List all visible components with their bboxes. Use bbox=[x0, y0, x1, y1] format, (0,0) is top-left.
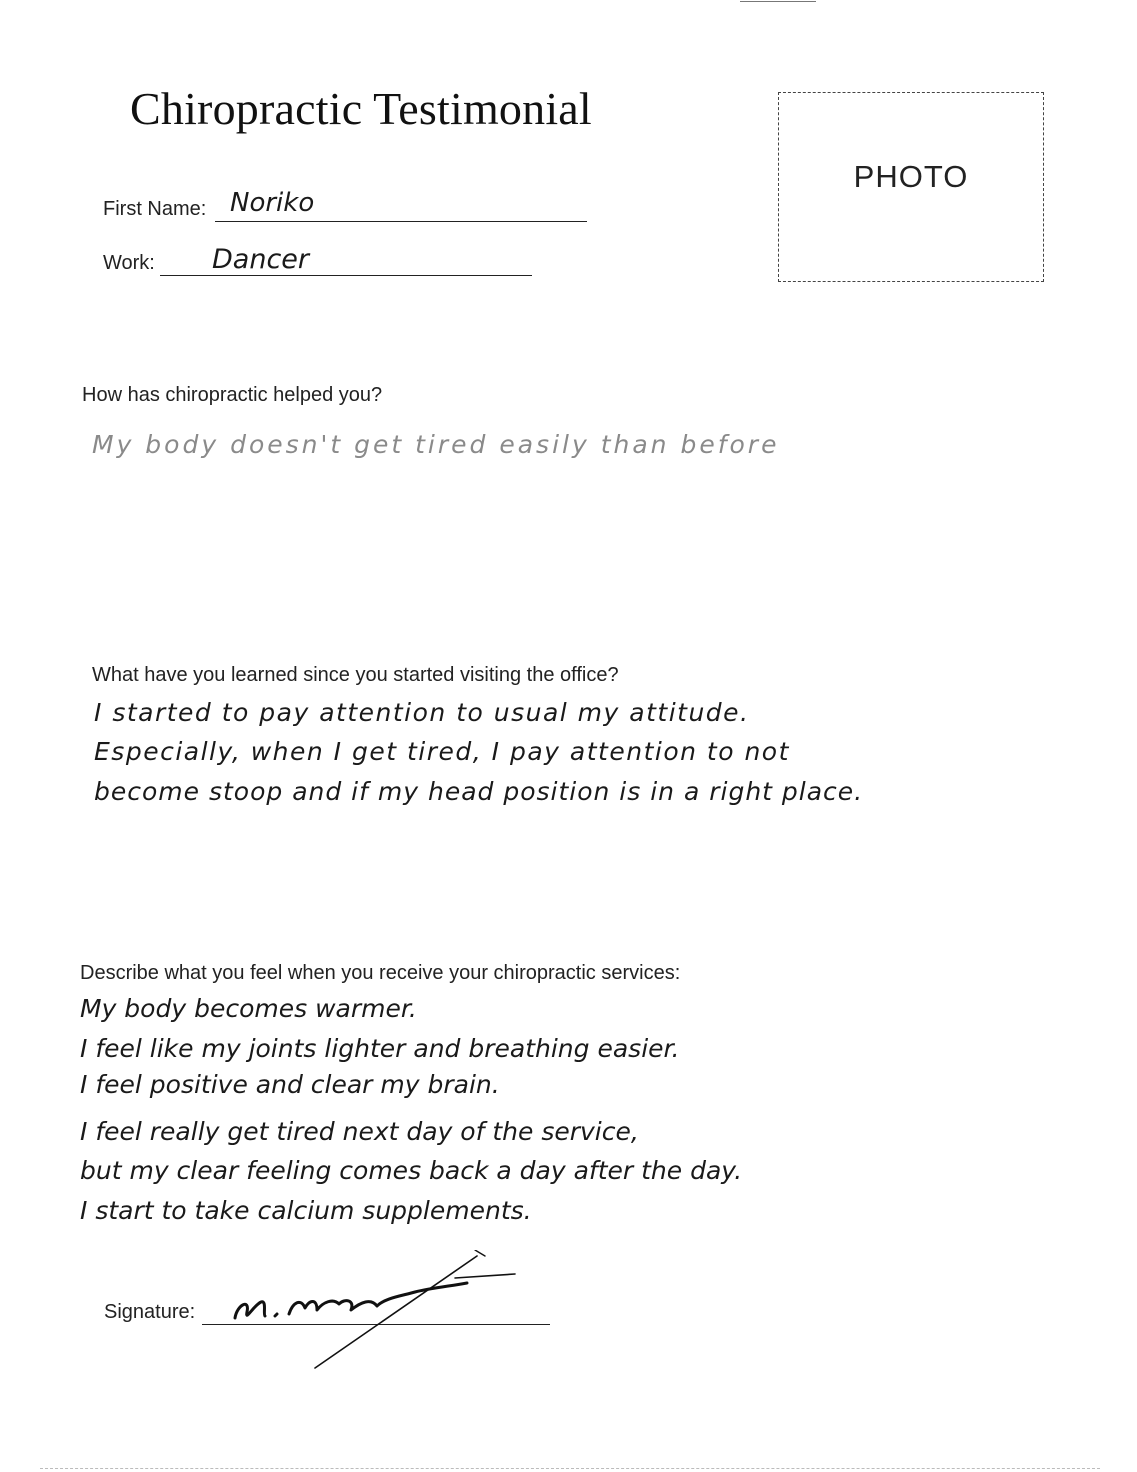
form-title: Chiropractic Testimonial bbox=[130, 83, 592, 134]
question-3-answer-line-5: but my clear feeling comes back a day after the day. bbox=[80, 1156, 743, 1185]
signature-handwritten: M. Nanako bbox=[245, 1330, 251, 1331]
work-label: Work: bbox=[103, 252, 155, 274]
question-3-answer-line-1: My body becomes warmer. bbox=[80, 994, 417, 1023]
photo-label: PHOTO bbox=[853, 159, 969, 194]
question-2-answer-line-2: Especially, when I get tired, I pay attention to not bbox=[94, 737, 790, 766]
photo-placeholder bbox=[778, 92, 1044, 282]
work-value: Dancer bbox=[212, 244, 310, 275]
question-1-answer-line-1: My body doesn't get tired easily than before bbox=[92, 430, 780, 459]
first-name-underline bbox=[215, 221, 587, 222]
question-3-answer-line-2: I feel like my joints lighter and breathing easier. bbox=[80, 1034, 680, 1063]
question-2-answer-line-3: become stoop and if my head position is in a right place. bbox=[94, 777, 864, 806]
work-underline bbox=[160, 275, 532, 276]
scan-artifact-top bbox=[740, 1, 816, 2]
question-3-prompt: Describe what you feel when you receive your chiropractic services: bbox=[80, 962, 681, 984]
question-2-answer-line-1: I started to pay attention to usual my attitude. bbox=[94, 698, 750, 727]
first-name-value: Noriko bbox=[230, 188, 315, 218]
scan-artifact-bottom bbox=[40, 1468, 1100, 1469]
signature-label: Signature: bbox=[104, 1301, 196, 1323]
first-name-label: First Name: bbox=[103, 198, 207, 220]
question-1-prompt: How has chiropractic helped you? bbox=[82, 384, 383, 406]
question-2-prompt: What have you learned since you started visiting the office? bbox=[92, 664, 619, 686]
signature-mark bbox=[205, 1250, 535, 1375]
question-3-answer-line-3: I feel positive and clear my brain. bbox=[80, 1070, 500, 1099]
question-3-answer-line-4: I feel really get tired next day of the service, bbox=[80, 1117, 639, 1146]
question-3-answer-line-6: I start to take calcium supplements. bbox=[80, 1196, 532, 1225]
